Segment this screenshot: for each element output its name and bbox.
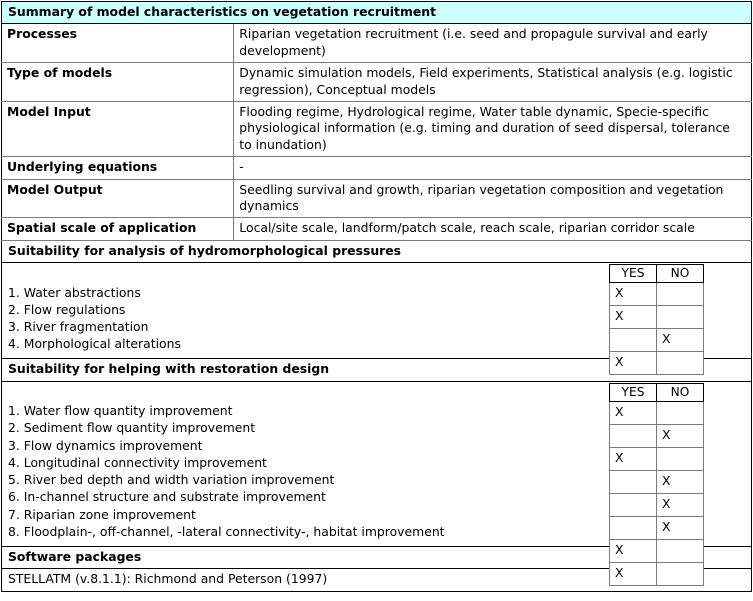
table-row: [2, 24, 752, 63]
list-item: 3. Flow dynamics improvement: [8, 437, 203, 453]
restoration-yes-no-grid: [609, 383, 704, 586]
row-value-model-input: Flooding regime, Hydrological regime, Water table dynamic, Specie-specific physiological information (e.g. timing and duration of seed dispersal, tolerance to inundation): [234, 102, 752, 157]
yes-no-row: [610, 401, 704, 424]
yes-no-row: [610, 424, 704, 447]
yes-mark: [610, 424, 657, 447]
yes-no-header-row: [610, 265, 704, 283]
column-header-yes: YES: [610, 265, 657, 283]
yes-mark: X: [610, 401, 657, 424]
yes-no-header-row: [610, 383, 704, 401]
restoration-yes-no-body: [610, 383, 704, 585]
no-mark: [657, 562, 704, 585]
row-value-processes: Riparian vegetation recruitment (i.e. seed and propagule survival and early development): [234, 24, 752, 63]
column-header-no: NO: [657, 383, 704, 401]
row-value-underlying-equations: -: [234, 157, 752, 179]
yes-mark: X: [610, 562, 657, 585]
row-label-processes: Processes: [2, 24, 234, 63]
software-section-heading: Software packages: [2, 546, 752, 568]
list-item: 1. Water abstractions: [8, 284, 141, 300]
pressures-item-list: [2, 263, 608, 358]
yes-mark: [610, 470, 657, 493]
list-item: 4. Morphological alterations: [8, 336, 181, 352]
no-mark: [657, 283, 704, 306]
list-item: 2. Flow regulations: [8, 301, 126, 317]
software-entry: STELLATM (v.8.1.1): Richmond and Peterson (1997): [2, 569, 752, 591]
no-mark: [657, 306, 704, 329]
yes-mark: [610, 493, 657, 516]
no-mark: X: [657, 470, 704, 493]
yes-no-row: [610, 352, 704, 375]
list-item: 6. In-channel structure and substrate improvement: [8, 489, 326, 505]
pressures-yes-no-body: [610, 265, 704, 375]
yes-no-row: [610, 306, 704, 329]
row-value-type-of-models: Dynamic simulation models, Field experiments, Statistical analysis (e.g. logistic regression), Conceptual models: [234, 63, 752, 102]
no-mark: [657, 539, 704, 562]
summary-table-body: [2, 2, 752, 592]
yes-no-row: [610, 562, 704, 585]
yes-mark: X: [610, 539, 657, 562]
row-label-spatial-scale: Spatial scale of application: [2, 218, 234, 240]
row-label-type-of-models: Type of models: [2, 63, 234, 102]
table-row: [2, 179, 752, 218]
restoration-item-list: [2, 382, 608, 546]
yes-no-row: [610, 329, 704, 352]
page-title: Summary of model characteristics on vegetation recruitment: [2, 2, 752, 24]
pressures-yes-no-grid: [609, 264, 704, 375]
list-item: 1. Water flow quantity improvement: [8, 403, 233, 419]
no-mark: X: [657, 516, 704, 539]
no-mark: [657, 352, 704, 375]
column-header-yes: YES: [610, 383, 657, 401]
yes-mark: [610, 516, 657, 539]
list-item: 2. Sediment flow quantity improvement: [8, 420, 256, 436]
yes-no-row: [610, 470, 704, 493]
yes-mark: X: [610, 306, 657, 329]
pressures-heading-row: [2, 240, 752, 262]
spacer: [8, 386, 608, 402]
model-characteristics-document: [0, 1, 753, 601]
yes-no-row: [610, 447, 704, 470]
yes-no-row: [610, 539, 704, 562]
row-label-model-input: Model Input: [2, 102, 234, 157]
list-item: 5. River bed depth and width variation improvement: [8, 472, 335, 488]
yes-mark: X: [610, 447, 657, 470]
pressures-section-heading: Suitability for analysis of hydromorphological pressures: [2, 240, 752, 262]
yes-no-row: [610, 516, 704, 539]
row-label-underlying-equations: Underlying equations: [2, 157, 234, 179]
yes-no-row: [610, 283, 704, 306]
row-label-model-output: Model Output: [2, 179, 234, 218]
table-row: [2, 218, 752, 240]
yes-mark: [610, 329, 657, 352]
row-value-spatial-scale: Local/site scale, landform/patch scale, reach scale, riparian corridor scale: [234, 218, 752, 240]
table-row: [2, 102, 752, 157]
table-title-row: [2, 2, 752, 24]
pressures-body-row: [2, 263, 752, 359]
list-item: 8. Floodplain-, off-channel, -lateral connectivity-, habitat improvement: [8, 523, 445, 539]
no-mark: [657, 447, 704, 470]
list-item: 7. Riparian zone improvement: [8, 506, 196, 522]
row-value-model-output: Seedling survival and growth, riparian vegetation composition and vegetation dynamics: [234, 179, 752, 218]
summary-table: [1, 1, 752, 592]
table-row: [2, 63, 752, 102]
restoration-body-row: [2, 381, 752, 546]
no-mark: [657, 401, 704, 424]
restoration-section-heading: Suitability for helping with restoration design: [2, 359, 752, 381]
yes-no-row: [610, 493, 704, 516]
column-header-no: NO: [657, 265, 704, 283]
no-mark: X: [657, 329, 704, 352]
yes-mark: X: [610, 283, 657, 306]
no-mark: X: [657, 493, 704, 516]
table-row: [2, 157, 752, 179]
list-item: 3. River fragmentation: [8, 319, 149, 335]
yes-mark: X: [610, 352, 657, 375]
spacer: [8, 267, 608, 283]
no-mark: X: [657, 424, 704, 447]
list-item: 4. Longitudinal connectivity improvement: [8, 454, 267, 470]
